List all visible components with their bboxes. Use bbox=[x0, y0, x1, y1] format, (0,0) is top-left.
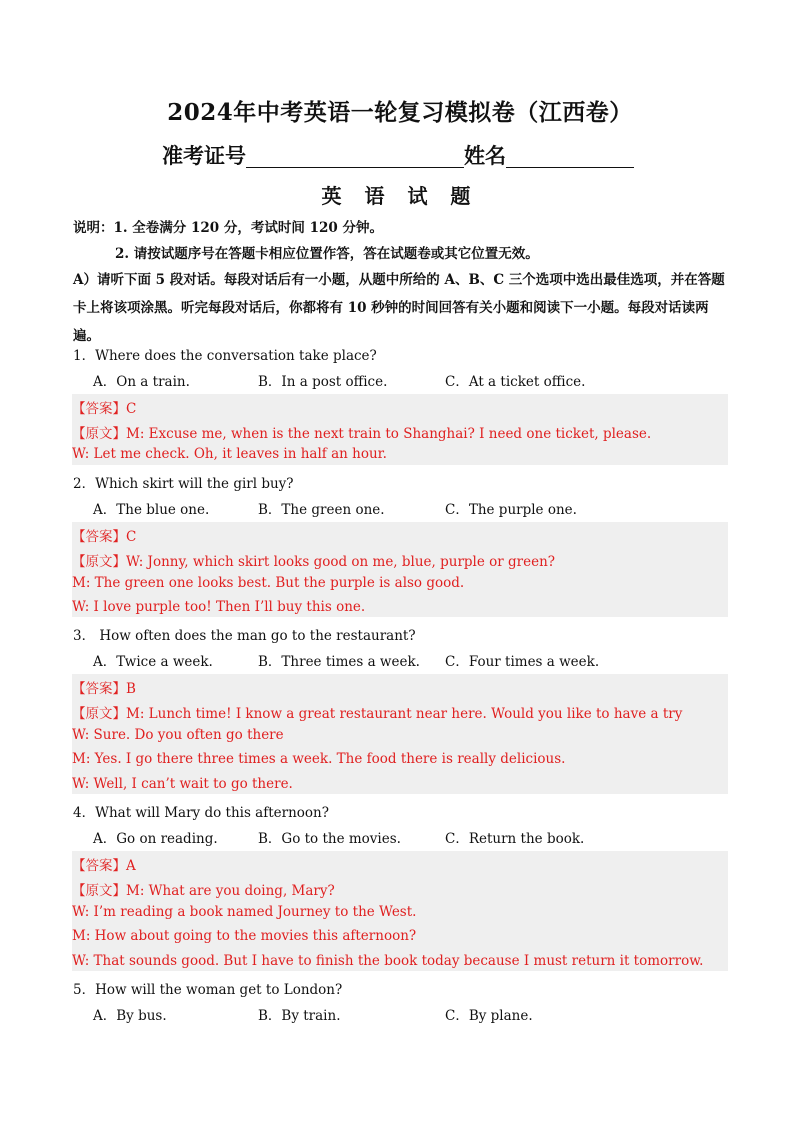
section-a-instruction: A）请听下面 5 段对话。每段对话后有一小题，从题中所给的 A、B、C 三个选项中选出最佳选项，并在答题卡上将该项涂黑。听完每段对话后，你都将有 10 秒钟的时间回答有关小题和阅读下一小题。每段对话读两遍。 bbox=[73, 272, 725, 344]
question-2-option-c: C．The purple one. bbox=[445, 502, 577, 518]
question-3-option-a: A．Twice a week. bbox=[93, 654, 213, 670]
candidate-info-line bbox=[162, 140, 634, 170]
question-2-option-b: B．The green one. bbox=[258, 502, 385, 518]
question-1-stem: 1．Where does the conversation take place? bbox=[73, 348, 377, 364]
question-4-transcript-line-1: 【原文】M: What are you doing, Mary? bbox=[72, 883, 335, 899]
question-4-option-a: A．Go on reading. bbox=[93, 831, 218, 847]
question-3-transcript-line-1: 【原文】M: Lunch time! I know a great restaurant near here. Would you like to have a try bbox=[72, 706, 683, 722]
question-4-transcript-line-4: W: That sounds good. But I have to finish the book today because I must return it tomorrow. bbox=[72, 953, 704, 969]
question-3-transcript-line-3: M: Yes. I go there three times a week. The food there is really delicious. bbox=[72, 751, 566, 767]
name-label: 姓名 bbox=[464, 143, 506, 168]
question-2-transcript-line-3: W: I love purple too! Then I’ll buy this one. bbox=[72, 599, 366, 615]
question-1-transcript-line-2: W: Let me check. Oh, it leaves in half an hour. bbox=[72, 446, 387, 462]
question-4-option-b: B．Go to the movies. bbox=[258, 831, 401, 847]
question-1-option-c: C．At a ticket office. bbox=[445, 374, 586, 390]
question-1-answer: 【答案】C bbox=[72, 401, 137, 417]
question-4-transcript-line-3: M: How about going to the movies this afternoon? bbox=[72, 928, 417, 944]
question-1-transcript-line-1: 【原文】M: Excuse me, when is the next train to Shanghai? I need one ticket, please. bbox=[72, 426, 652, 442]
question-2-transcript-line-1: 【原文】W: Jonny, which skirt looks good on me, blue, purple or green? bbox=[72, 554, 556, 570]
question-3-answer: 【答案】B bbox=[72, 681, 136, 697]
question-4-transcript-line-2: W: I’m reading a book named Journey to the West. bbox=[72, 904, 417, 920]
question-4-option-c: C．Return the book. bbox=[445, 831, 585, 847]
name-field[interactable] bbox=[506, 145, 634, 168]
exam-title: 2024年中考英语一轮复习模拟卷（江西卷） bbox=[167, 99, 633, 126]
question-1-option-a: A．On a train. bbox=[93, 374, 190, 390]
question-1-option-b: B．In a post office. bbox=[258, 374, 388, 390]
question-3-stem: 3． How often does the man go to the restaurant? bbox=[73, 628, 416, 644]
exam-id-field[interactable] bbox=[246, 145, 464, 168]
question-3-option-b: B．Three times a week. bbox=[258, 654, 420, 670]
question-3-option-c: C．Four times a week. bbox=[445, 654, 600, 670]
question-5-option-b: B．By train. bbox=[258, 1008, 341, 1024]
question-4-stem: 4．What will Mary do this afternoon? bbox=[73, 805, 329, 821]
question-2-transcript-line-2: M: The green one looks best. But the purple is also good. bbox=[72, 575, 465, 591]
question-4-answer: 【答案】A bbox=[72, 858, 136, 874]
note-line-1: 说明：1. 全卷满分 120 分，考试时间 120 分钟。 bbox=[73, 220, 383, 236]
question-5-option-c: C．By plane. bbox=[445, 1008, 533, 1024]
question-5-option-a: A．By bus. bbox=[93, 1008, 167, 1024]
question-2-stem: 2．Which skirt will the girl buy? bbox=[73, 476, 294, 492]
question-3-answer-block bbox=[72, 674, 728, 794]
question-2-option-a: A．The blue one. bbox=[93, 502, 210, 518]
question-1-answer-block bbox=[72, 394, 728, 465]
exam-id-label: 准考证号 bbox=[162, 143, 246, 168]
subject-heading: 英 语 试 题 bbox=[321, 184, 479, 208]
question-3-transcript-line-4: W: Well, I can’t wait to go there. bbox=[72, 776, 293, 792]
question-5-stem: 5．How will the woman get to London? bbox=[73, 982, 343, 998]
question-2-answer-block bbox=[72, 522, 728, 617]
question-3-transcript-line-2: W: Sure. Do you often go there bbox=[72, 727, 284, 743]
note-line-2: 2. 请按试题序号在答题卡相应位置作答，答在试题卷或其它位置无效。 bbox=[115, 246, 539, 262]
question-2-answer: 【答案】C bbox=[72, 529, 137, 545]
question-4-answer-block bbox=[72, 851, 728, 971]
